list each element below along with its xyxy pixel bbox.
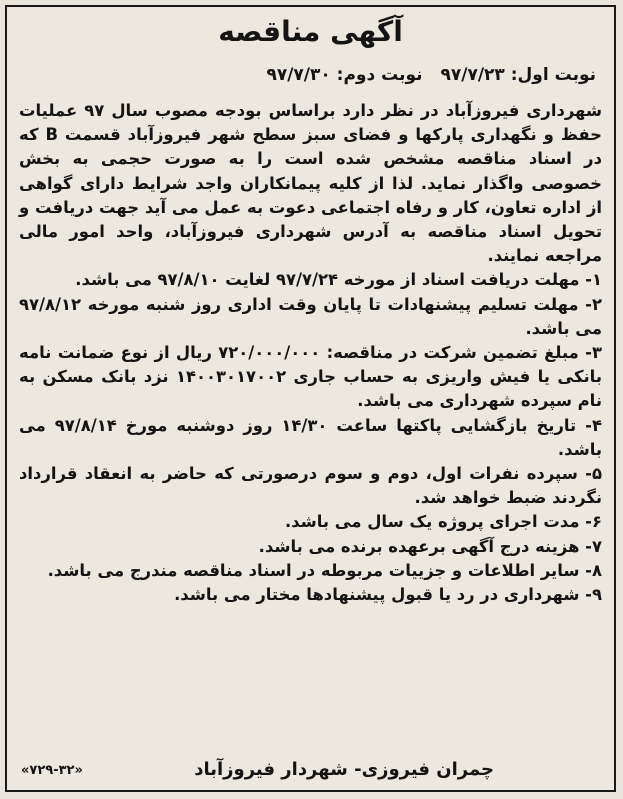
notice-item: ۵- سپرده نفرات اول، دوم و سوم درصورتی که حاضر به انعقاد قرارداد نگردند ضبط خواهد شد. xyxy=(19,464,602,508)
notice-item: ۷- هزینه درج آگهی برعهده برنده می باشد. xyxy=(258,536,602,556)
notice-item: ۲- مهلت تسلیم پیشنهادات تا پایان وقت اداری روز شنبه مورخه ۹۷/۸/۱۲ می باشد. xyxy=(19,294,602,338)
notice-frame xyxy=(5,5,616,792)
publication-turns xyxy=(36,65,596,85)
first-turn: نوبت اول: ۹۷/۷/۲۳ xyxy=(440,65,596,85)
ad-code: «۷۲۹-۳۲» xyxy=(21,763,83,778)
notice-item: ۳- مبلغ تضمین شرکت در مناقصه: ۷۲۰/۰۰۰/۰۰۰ ریال از نوع ضمانت نامه بانکی یا فیش واریزی به حساب جاری ۱۴۰۰۳۰۱۷۰۰۲ نزد بانک مسکن به نام سپرده شهرداری می باشد. xyxy=(19,343,602,411)
notice-title: آگهی مناقصه xyxy=(218,15,403,48)
signature: چمران فیروزی- شهردار فیروزآباد xyxy=(194,759,494,780)
notice-item: ۴- تاریخ بازگشایی پاکتها ساعت ۱۴/۳۰ روز دوشنبه مورخ ۹۷/۸/۱۴ می باشد. xyxy=(19,415,603,459)
intro-paragraph: شهرداری فیروزآباد در نظر دارد براساس بودجه مصوب سال ۹۷ عملیات حفظ و نگهداری پارکها و فضای سبز سطح شهر فیروزآباد قسمت B که در اسناد مناقصه مشخص شده است را به صورت حجمی به بخش خصوصی واگذار نماید. لذا از کلیه پیمانکاران واجد شرایط دارای گواهی از اداره تعاون، کار و رفاه اجتماعی دعوت به عمل می آید جهت دریافت و تحویل اسناد مناقصه به آدرس شهرداری فیروزآباد، واحد امور مالی مراجعه نمایند. xyxy=(19,101,602,266)
notice-body xyxy=(19,99,602,607)
second-turn: نوبت دوم: ۹۷/۷/۳۰ xyxy=(266,65,423,85)
notice-item: ۹- شهرداری در رد یا قبول پیشنهادها مختار می باشد. xyxy=(174,585,602,605)
notice-item: ۸- سایر اطلاعات و جزییات مربوطه در اسناد مناقصه مندرج می باشد. xyxy=(47,560,602,580)
notice-item: ۱- مهلت دریافت اسناد از مورخه ۹۷/۷/۲۴ لغایت ۹۷/۸/۱۰ می باشد. xyxy=(75,270,602,290)
notice-item: ۶- مدت اجرای پروژه یک سال می باشد. xyxy=(284,512,602,532)
